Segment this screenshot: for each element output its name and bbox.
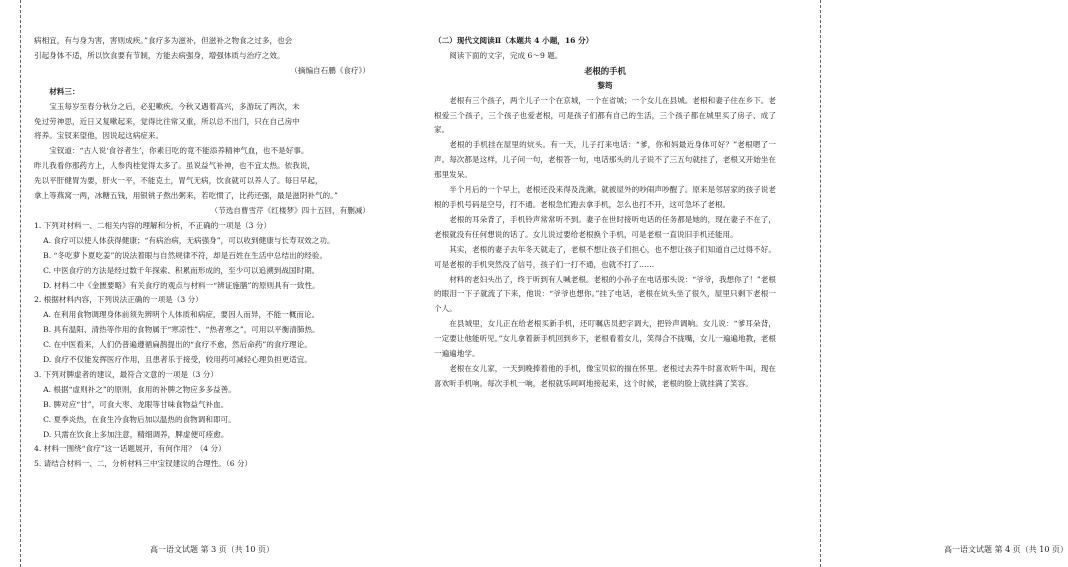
story-author: 黎筠 <box>597 80 613 90</box>
page-footer-4: 高一语文试题 第 4 页（共 10 页） <box>944 545 1068 554</box>
question-5: 5. 请结合材料一、二，分析材料三中宝钗建议的合理性。（6 分） <box>34 459 253 469</box>
material-3-line: 宝玉每岁至春分秋分之后，必犯嗽疾。今秋又遇着高兴，多游玩了两次，未 <box>49 101 300 111</box>
question-2-option-a: A. 在利用食物调理身体前须先辨明个人体质和病症，要因人而异，不能一概而论。 <box>43 310 320 320</box>
question-1-option-c: C. 中医食疗的方法是经过数千年探索、积累而形成的，至少可以追溯到战国时期。 <box>43 265 320 275</box>
question-3-option-d: D. 只需在饮食上多加注意，精细调养，脾虚便可痊愈。 <box>43 429 229 439</box>
material-3-line: 昨儿我看你那药方上，人参肉桂觉得太多了。虽说益气补神，也不宜太热。依我说， <box>34 161 315 171</box>
question-3-option-b: B. 脾对应“甘”，可食大枣、龙眼等甘味食物益气补血。 <box>43 399 229 409</box>
question-2-option-c: C. 在中医看来，人们仍普遍遵循扁鹊提出的“食疗不愈，然后命药”的食疗理论。 <box>43 340 312 350</box>
story-paragraph: 在县城里，女儿正在给老根买新手机，还叮嘱店员把字调大，把铃声调响。女儿说：“爹耳朵背，一定要让他能听见。”女儿拿着新手机回到乡下，老根看着女儿，笑得合不拢嘴，女儿一遍遍地教，老根一遍遍地学。 <box>434 319 776 359</box>
intro-line-1: 病相宜，有与身为害，害则成疾。”食疗多为滋补，但滋补之物食之过多，也会 <box>34 36 293 45</box>
question-1-option-a: A. 食疗可以使人体获得健康；“有病治病，无病强身”，可以收到健康与长寿双效之功。 <box>43 235 335 245</box>
material-3-line: 拿上等燕窝一两，冰糖五钱，用银铫子熬出粥来，若吃惯了，比药还强，最是滋阴补气的。” <box>34 191 338 201</box>
binding-line-left <box>20 0 21 567</box>
intro-line-2: 引起身体不适，所以饮食要有节制，方能去病强身，增强体质与治疗之效。 <box>34 50 285 60</box>
story-paragraph: 老根的手机挂在屋里的炕头。有一天，儿子打来电话：“爹，你和妈最近身体可好？”老根嗯了一声。每次都是这样，儿子问一句，老根答一句，电话那头的儿子说不了三五句就挂了，老根又开始坐在那里发呆。 <box>434 140 776 180</box>
binding-line-right <box>820 0 821 567</box>
material-3-line: 宝钗道：“古人说‘食谷者生’，你素日吃的竟不能添养精神气血，也不是好事。 <box>49 146 309 156</box>
source-citation-2: （节选自曹雪芹《红楼梦》四十五回，有删减） <box>210 205 370 215</box>
question-4: 4. 材料一围绕“食疗”这一话题展开，有何作用？（4 分） <box>34 444 226 454</box>
question-2-option-b: B. 具有温阳、清热等作用的食物属于“寒凉性”、“热者寒之”，可用以平衡清肺热。 <box>43 325 320 335</box>
story-paragraph: 老根在女儿家，一天到晚捧着他的手机，像宝贝似的揣在怀里。老根过去养牛时喜欢听牛叫，现在喜欢听手机响。每次手机一响，老根就乐呵呵地接起来，这个时候，老根的脸上就挂满了笑容。 <box>434 363 776 388</box>
question-3-option-a: A. 根据“虚则补之”的原则，食用的补脾之物应多多益善。 <box>43 384 236 394</box>
question-3-option-c: C. 夏季炎热，在食生冷食物后加以温热的食物调和即可。 <box>43 414 236 424</box>
exam-page-4 <box>400 0 1068 567</box>
story-paragraph: 材料的老妇头出了，终于听到有人喊老根。老根的小孙子在电话那头说：“爷爷，我想你了！”老根的眼泪一下子就流了下来，他说：“爷爷也想你。”挂了电话，老根在炕头坐了很久，屋里只剩下老根一个人。 <box>434 274 776 314</box>
story-paragraph: 老根的耳朵背了，手机铃声常常听不到。妻子在世时接听电话的任务都是她的，现在妻子不在了，老根就没有任何想说的话了。女儿说过要给老根换个手机，可是老根一直说旧手机还能用。 <box>434 214 776 239</box>
material-3-line: 先以平肝健胃为要，肝火一平，不能克土，胃气无病，饮食就可以养人了。每日早起， <box>34 176 323 186</box>
question-1-option-b: B. “冬吃萝卜夏吃姜”的说法着眼与自然规律不符，却是百姓在生活中总结出的经验。 <box>43 250 328 260</box>
right-column <box>434 34 776 392</box>
story-title: 老根的手机 <box>584 65 626 76</box>
source-citation-1: （摘编自石鹏《食疗》） <box>290 65 370 75</box>
exam-page-3 <box>0 0 400 567</box>
question-2-stem: 2. 根据材料内容，下列说法正确的一项是（3 分） <box>34 295 203 305</box>
question-3-stem: 3. 下列对脾虚者的建议，最符合文意的一项是（3 分） <box>34 369 218 379</box>
material-3-line: 将养。宝钗来望他，因说起这病症来。 <box>34 131 164 141</box>
question-1-option-d: D. 材料二中《金匮要略》有关食疗的观点与材料一“辨证施膳”的原则具有一致性。 <box>43 280 320 290</box>
section-title: （二）现代文阅读Ⅱ（本题共 4 小题，16 分） <box>434 36 594 45</box>
story-paragraph: 老根有三个孩子，两个儿子一个在京城，一个在省城；一个女儿在县城。老根和妻子住在乡下。老根爱三个孩子，三个孩子也爱老根，可是孩子们都有自己的生活，三个孩子都在城里买了房子、成了家。 <box>434 95 776 135</box>
page-footer-3: 高一语文试题 第 3 页（共 10 页） <box>150 545 274 554</box>
question-2-option-d: D. 食疗不仅能发挥医疗作用，且患者乐于接受，较用药可减轻心理负担更适宜。 <box>43 355 312 365</box>
question-1-stem: 1. 下列对材料一、二相关内容的理解和分析，不正确的一项是（3 分） <box>34 220 272 230</box>
left-column <box>34 34 374 472</box>
material-3-line: 免过劳神思，近日又复嗽起来，觉得比往常又重，所以总不出门，只在自己房中 <box>34 116 300 126</box>
material-3-heading: 材料三： <box>49 86 80 96</box>
reading-instruction: 阅读下面的文字，完成 6～9 题。 <box>449 50 563 60</box>
story-paragraph: 半个月后的一个早上，老根还没来得及洗漱，就被屋外的吵闹声吵醒了。原来是邻居家的孩子说老根的手机号码是空号，打不通。老根急忙跑去拿手机，怎么也打不开，这可急坏了老根。 <box>434 185 776 209</box>
story-paragraph: 其实，老根的妻子去年冬天就走了，老根不想让孩子们担心，也不想让孩子们知道自己过得不好。可是老根的手机突然没了信号，孩子们一打不通，也就不打了…… <box>434 244 776 269</box>
